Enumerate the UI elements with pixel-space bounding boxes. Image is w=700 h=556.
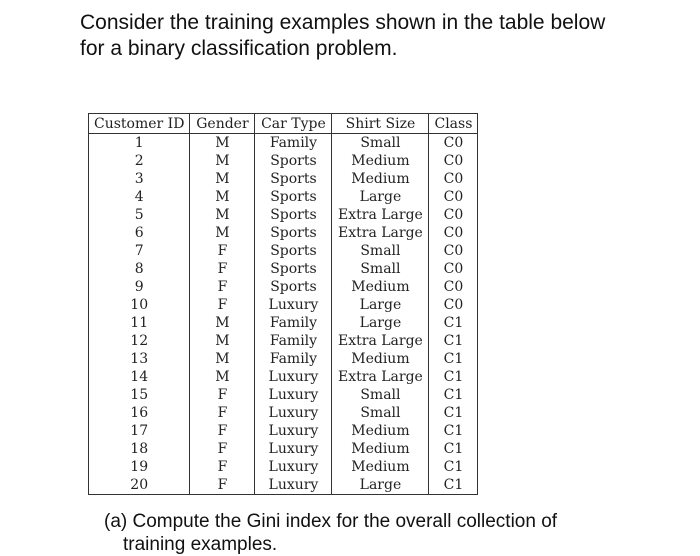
cell-shirt-size: Medium [332,440,429,458]
header-shirt-size: Shirt Size [332,114,429,134]
cell-car-type: Sports [255,278,332,296]
cell-shirt-size: Medium [332,170,429,188]
cell-shirt-size: Medium [332,278,429,296]
cell-customer-id: 18 [89,440,190,458]
cell-shirt-size: Medium [332,350,429,368]
cell-gender: M [190,152,255,170]
cell-customer-id: 11 [89,314,190,332]
table-row [89,332,478,350]
cell-class: C1 [429,368,478,386]
cell-shirt-size: Small [332,386,429,404]
cell-car-type: Luxury [255,386,332,404]
cell-gender: M [190,314,255,332]
cell-gender: M [190,170,255,188]
cell-gender: M [190,332,255,350]
cell-gender: M [190,134,255,153]
table-header [89,114,478,134]
cell-customer-id: 16 [89,404,190,422]
cell-shirt-size: Medium [332,458,429,476]
table-row [89,386,478,404]
cell-class: C0 [429,296,478,314]
table-row [89,278,478,296]
cell-shirt-size: Large [332,476,429,495]
cell-car-type: Family [255,350,332,368]
cell-customer-id: 20 [89,476,190,495]
cell-class: C1 [429,332,478,350]
problem-statement-line-1: Consider the training examples shown in the table below [80,11,606,34]
cell-gender: F [190,458,255,476]
cell-car-type: Luxury [255,404,332,422]
cell-customer-id: 10 [89,296,190,314]
cell-gender: F [190,242,255,260]
table-body [89,134,478,495]
cell-shirt-size: Small [332,404,429,422]
problem-statement [80,10,640,62]
cell-shirt-size: Large [332,296,429,314]
question-a [104,510,557,556]
cell-car-type: Luxury [255,296,332,314]
cell-gender: M [190,188,255,206]
cell-car-type: Sports [255,170,332,188]
table-header-row [89,114,478,134]
cell-class: C0 [429,242,478,260]
cell-shirt-size: Extra Large [332,368,429,386]
cell-shirt-size: Small [332,260,429,278]
table-row [89,224,478,242]
cell-class: C1 [429,350,478,368]
cell-gender: F [190,260,255,278]
table-row [89,206,478,224]
cell-class: C0 [429,206,478,224]
cell-car-type: Sports [255,188,332,206]
cell-class: C1 [429,422,478,440]
header-gender: Gender [190,114,255,134]
table-row [89,188,478,206]
cell-customer-id: 14 [89,368,190,386]
cell-car-type: Sports [255,224,332,242]
table-row [89,404,478,422]
table-row [89,368,478,386]
table-row [89,422,478,440]
cell-customer-id: 12 [89,332,190,350]
cell-class: C1 [429,404,478,422]
table-row [89,458,478,476]
cell-class: C1 [429,386,478,404]
cell-customer-id: 4 [89,188,190,206]
cell-car-type: Sports [255,206,332,224]
cell-car-type: Luxury [255,476,332,495]
training-examples-table [88,113,478,495]
table-row [89,314,478,332]
cell-customer-id: 13 [89,350,190,368]
cell-gender: F [190,404,255,422]
cell-gender: M [190,350,255,368]
question-a-line-1: (a) Compute the Gini index for the overall collection of [104,511,558,532]
cell-car-type: Sports [255,242,332,260]
cell-gender: F [190,476,255,495]
cell-class: C1 [429,440,478,458]
cell-shirt-size: Large [332,314,429,332]
cell-class: C0 [429,170,478,188]
cell-customer-id: 3 [89,170,190,188]
cell-customer-id: 7 [89,242,190,260]
cell-car-type: Family [255,314,332,332]
header-class: Class [429,114,478,134]
table-row [89,242,478,260]
cell-car-type: Family [255,134,332,153]
table-row [89,134,478,153]
cell-shirt-size: Medium [332,422,429,440]
header-customer-id: Customer ID [89,114,190,134]
cell-gender: M [190,206,255,224]
cell-class: C0 [429,278,478,296]
cell-customer-id: 15 [89,386,190,404]
cell-customer-id: 2 [89,152,190,170]
question-a-line-2: training examples. [123,534,278,555]
cell-shirt-size: Extra Large [332,206,429,224]
cell-car-type: Sports [255,152,332,170]
header-car-type: Car Type [255,114,332,134]
cell-gender: F [190,422,255,440]
cell-gender: F [190,296,255,314]
cell-customer-id: 6 [89,224,190,242]
cell-shirt-size: Small [332,134,429,153]
cell-class: C1 [429,476,478,495]
cell-customer-id: 5 [89,206,190,224]
cell-shirt-size: Medium [332,152,429,170]
cell-shirt-size: Extra Large [332,224,429,242]
problem-statement-line-2: for a binary classification problem. [80,37,398,60]
cell-gender: F [190,440,255,458]
cell-customer-id: 9 [89,278,190,296]
cell-customer-id: 8 [89,260,190,278]
cell-car-type: Luxury [255,458,332,476]
cell-class: C1 [429,458,478,476]
cell-class: C0 [429,152,478,170]
cell-shirt-size: Extra Large [332,332,429,350]
cell-class: C0 [429,134,478,153]
table-row [89,170,478,188]
cell-shirt-size: Large [332,188,429,206]
cell-shirt-size: Small [332,242,429,260]
cell-customer-id: 17 [89,422,190,440]
cell-class: C1 [429,314,478,332]
table-row [89,152,478,170]
cell-gender: F [190,386,255,404]
cell-car-type: Sports [255,260,332,278]
cell-customer-id: 19 [89,458,190,476]
cell-car-type: Family [255,332,332,350]
table-row [89,350,478,368]
cell-customer-id: 1 [89,134,190,153]
cell-class: C0 [429,188,478,206]
cell-car-type: Luxury [255,440,332,458]
cell-car-type: Luxury [255,368,332,386]
cell-class: C0 [429,224,478,242]
cell-class: C0 [429,260,478,278]
cell-gender: M [190,224,255,242]
table-row [89,260,478,278]
cell-car-type: Luxury [255,422,332,440]
cell-gender: M [190,368,255,386]
table-row [89,296,478,314]
table-row [89,440,478,458]
table-row [89,476,478,495]
cell-gender: F [190,278,255,296]
